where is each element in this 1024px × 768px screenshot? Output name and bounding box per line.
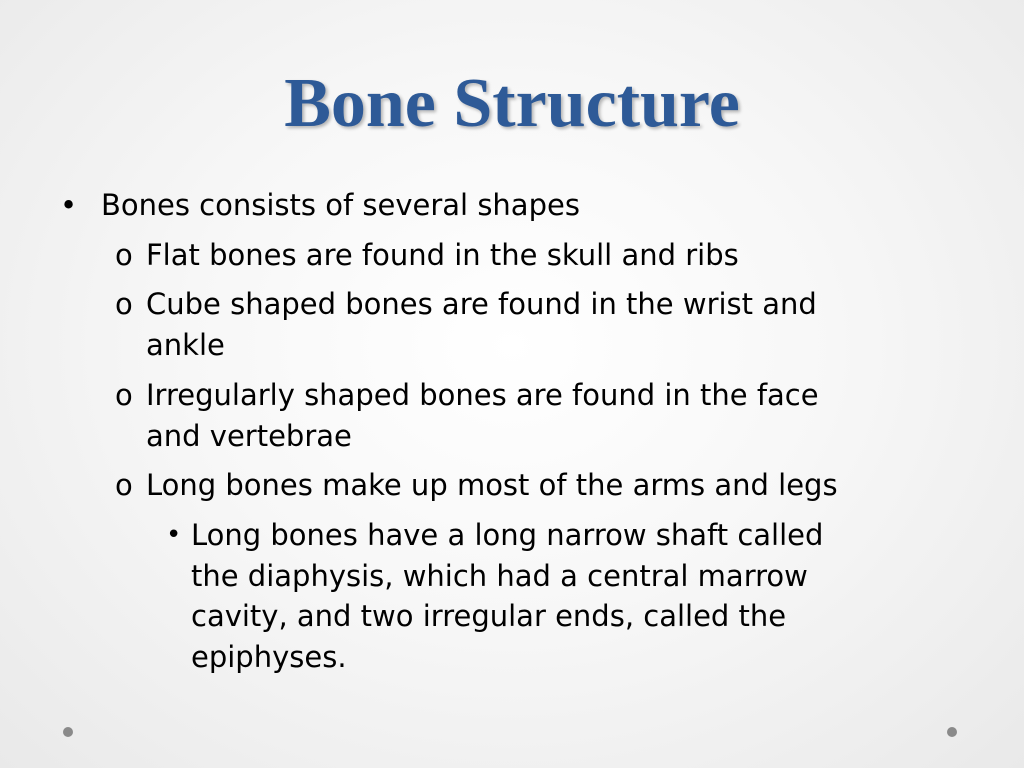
sub-sub-bullet-marker: • bbox=[166, 520, 182, 550]
sub-bullet-cube-bones-line2: ankle bbox=[146, 328, 225, 362]
sub-bullet-irregular-bones-line2: and vertebrae bbox=[146, 419, 352, 453]
corner-dot-left bbox=[63, 727, 73, 737]
sub-bullet-marker: o bbox=[115, 238, 133, 272]
sub-sub-bullet-line3: cavity, and two irregular ends, called the bbox=[191, 599, 787, 633]
sub-bullet-flat-bones: Flat bones are found in the skull and ribs bbox=[146, 238, 739, 272]
sub-sub-bullet-line1: Long bones have a long narrow shaft called bbox=[191, 518, 824, 552]
corner-dot-right bbox=[947, 727, 957, 737]
sub-bullet-marker: o bbox=[115, 468, 133, 502]
sub-bullet-cube-bones-line1: Cube shaped bones are found in the wrist and bbox=[146, 287, 817, 321]
sub-bullet-long-bones: Long bones make up most of the arms and legs bbox=[146, 468, 838, 502]
sub-bullet-marker: o bbox=[115, 287, 133, 321]
slide-title: Bone Structure bbox=[284, 65, 740, 142]
sub-bullet-irregular-bones-line1: Irregularly shaped bones are found in the face bbox=[146, 378, 819, 412]
bullet-text-shapes: Bones consists of several shapes bbox=[101, 188, 580, 222]
sub-sub-bullet-line2: the diaphysis, which had a central marrow bbox=[191, 559, 808, 593]
bullet-marker: • bbox=[60, 188, 78, 222]
sub-sub-bullet-line4: epiphyses. bbox=[191, 640, 347, 674]
sub-bullet-marker: o bbox=[115, 378, 133, 412]
